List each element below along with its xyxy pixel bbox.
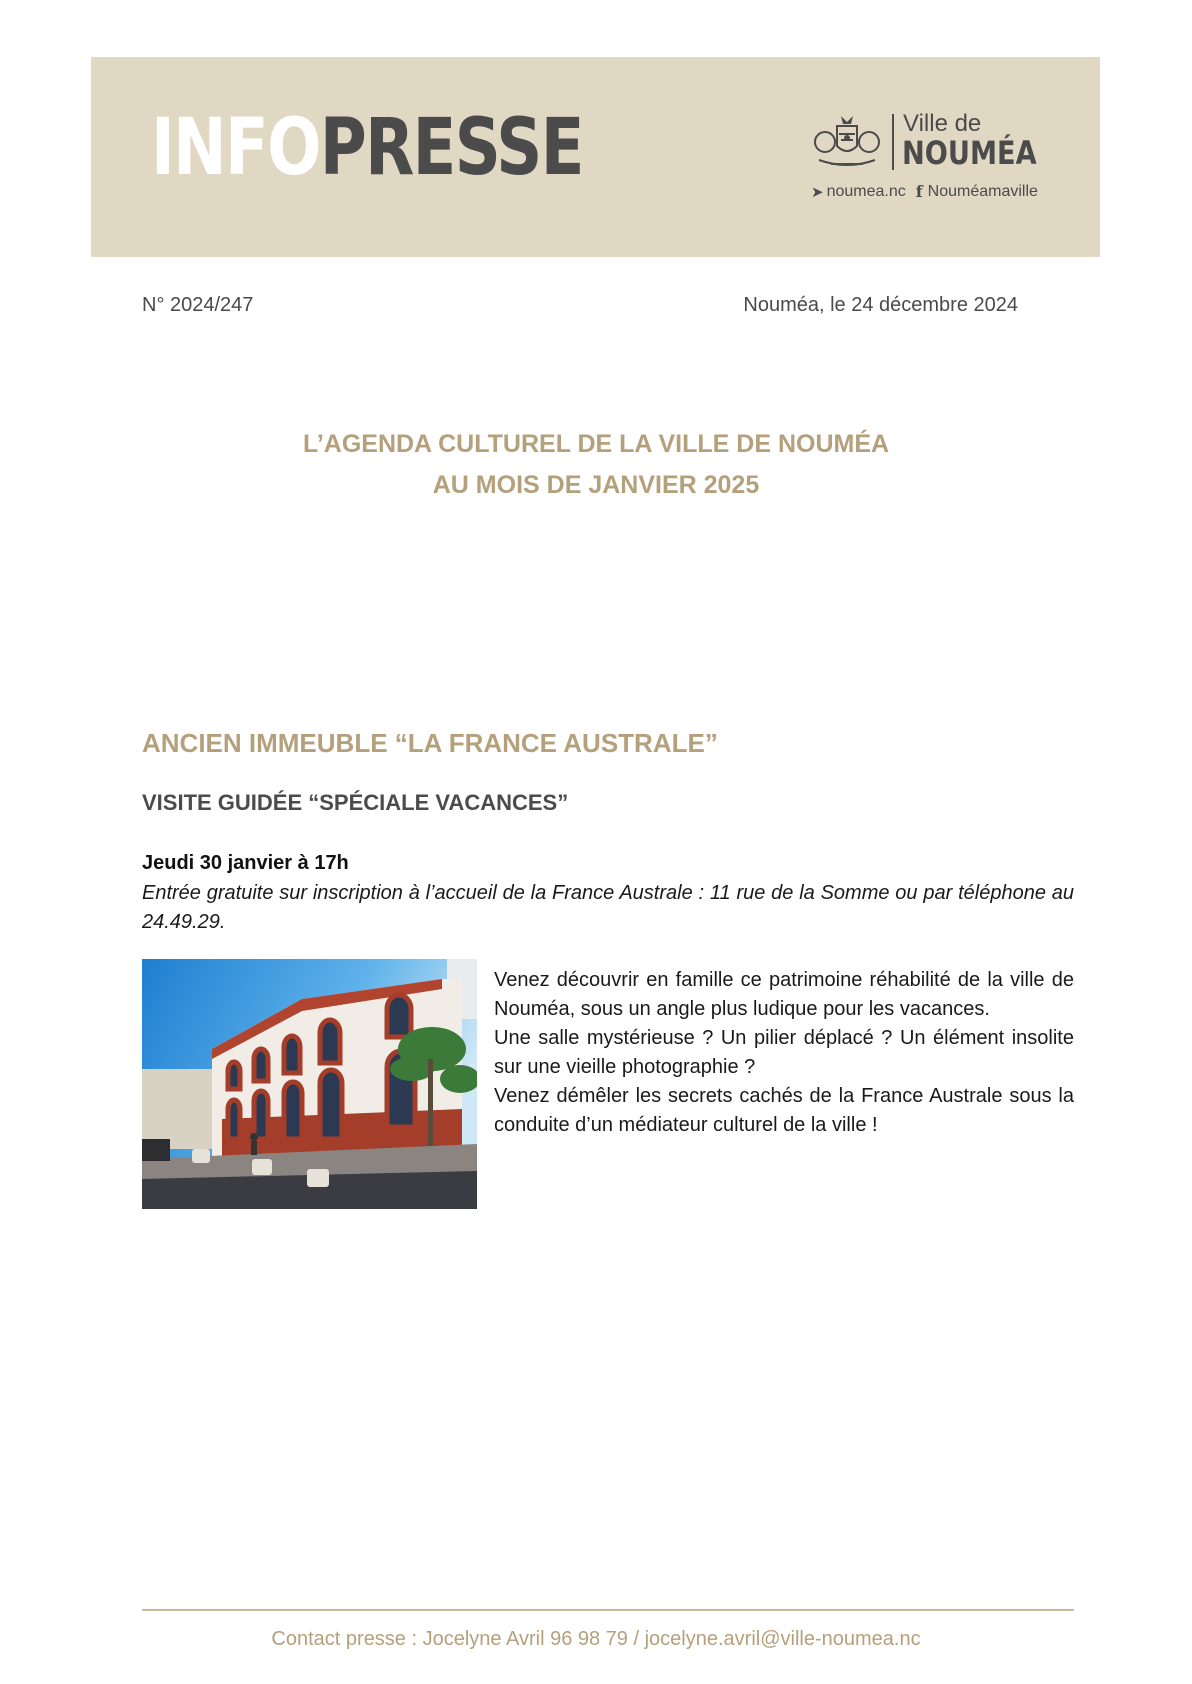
brand-presse: PRESSE (319, 103, 583, 193)
site-link[interactable]: noumea.nc (826, 183, 906, 200)
brand-info: INFO (151, 103, 320, 193)
document-title-line-1: L’AGENDA CULTUREL DE LA VILLE DE NOUMÉA (302, 430, 890, 458)
description-paragraph: Une salle mystérieuse ? Un pilier déplacé ? Un élément insolite sur une vieille photographie ? (494, 1027, 1074, 1078)
city-crest-icon (811, 112, 883, 174)
logo-divider (892, 114, 894, 170)
facebook-link[interactable]: Nouméamaville (927, 183, 1038, 200)
building-photo (142, 959, 477, 1209)
press-contact: Contact presse : Jocelyne Avril 96 98 79 / jocelyne.avril@ville-noumea.nc (271, 1628, 921, 1650)
ville-de-noumea-logo (811, 112, 1061, 202)
facebook-icon: f (915, 182, 923, 201)
description-paragraph: Venez démêler les secrets cachés de la France Australe sous la conduite d’un médiateur culturel de la ville ! (494, 1085, 1074, 1136)
footer-divider (142, 1609, 1074, 1611)
paper-plane-icon: ➤ (811, 183, 824, 201)
header-banner (91, 57, 1100, 257)
event-entry-info: Entrée gratuite sur inscription à l’accueil de la France Australe : 11 rue de la Somme ou par téléphone au 24.49.29. (142, 882, 1074, 933)
description-paragraph: Venez découvrir en famille ce patrimoine réhabilité de la ville de Nouméa, sous un angle plus ludique pour les vacances. (494, 969, 1074, 1020)
press-release-number: N° 2024/247 (142, 294, 254, 316)
press-release-date: Nouméa, le 24 décembre 2024 (743, 294, 1018, 316)
logo-social-row (811, 184, 1038, 200)
venue-heading: ANCIEN IMMEUBLE “LA FRANCE AUSTRALE” (142, 728, 718, 758)
logo-noumea: NOUMÉA (902, 134, 1037, 172)
logo-ville-de: Ville de (903, 110, 982, 137)
event-subtitle: VISITE GUIDÉE “SPÉCIALE VACANCES” (142, 790, 569, 815)
event-description (494, 966, 1074, 1140)
info-presse-logo (151, 103, 583, 193)
event-datetime: Jeudi 30 janvier à 17h (142, 852, 349, 874)
document-title-line-2: AU MOIS DE JANVIER 2025 (432, 471, 760, 499)
